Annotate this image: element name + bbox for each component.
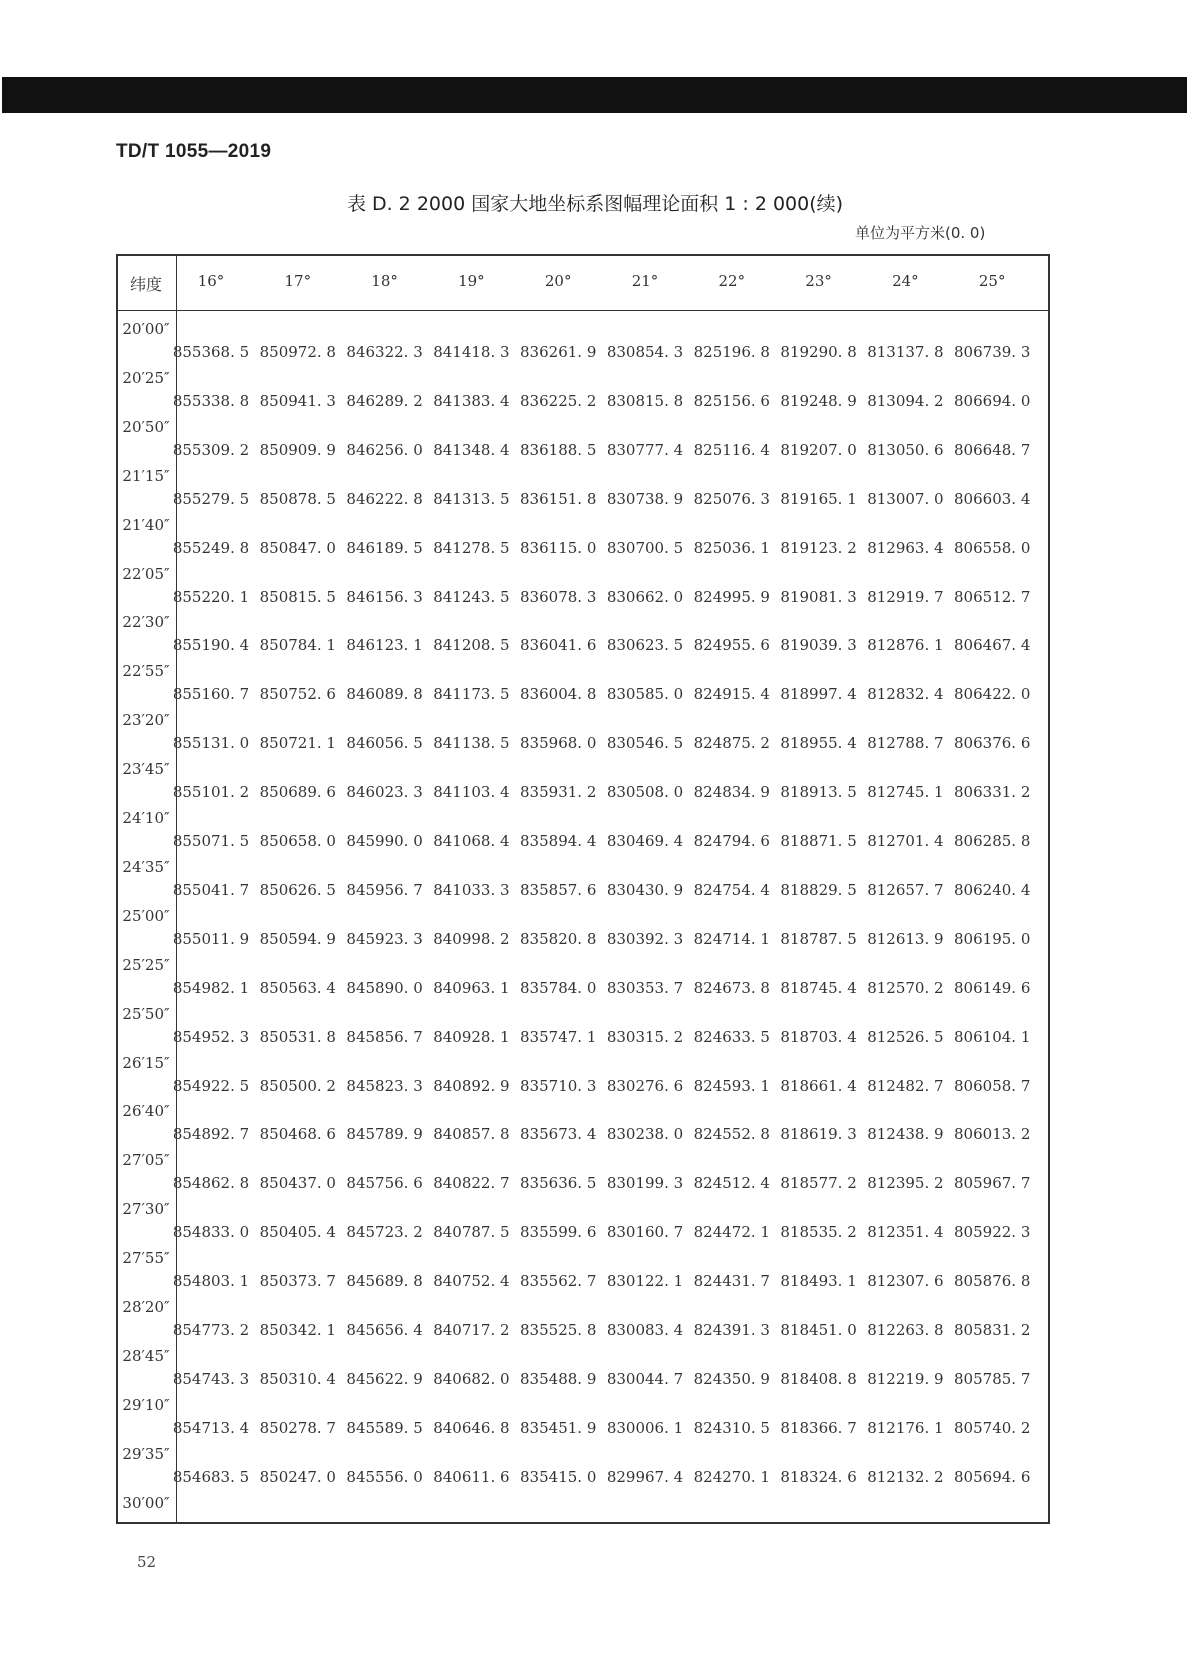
- table-cell: 825076. 3: [693, 489, 770, 508]
- table-cell: 824512. 4: [693, 1174, 770, 1193]
- table-cell: 812788. 7: [867, 734, 944, 753]
- table-cell: 845890. 0: [346, 978, 423, 997]
- table-cell: 835636. 5: [520, 1174, 597, 1193]
- table-cell: 806558. 0: [954, 538, 1031, 557]
- table-cell: 840752. 4: [433, 1272, 510, 1291]
- table-cell: 813094. 2: [867, 391, 944, 410]
- table-cell: 854713. 4: [172, 1418, 250, 1437]
- table-cell: 855368. 5: [172, 343, 250, 361]
- table-cell: 850247. 0: [259, 1467, 336, 1486]
- table-cell: 835931. 2: [520, 783, 597, 802]
- latitude-label: 29′35″: [122, 1444, 170, 1463]
- table-cell: 845622. 9: [346, 1369, 423, 1388]
- table-cell: 824391. 3: [693, 1321, 770, 1339]
- table-cell: 812219. 9: [867, 1369, 944, 1388]
- table-cell: 830083. 4: [606, 1321, 684, 1339]
- table-cell: 806331. 2: [954, 783, 1031, 802]
- table-cell: 812395. 2: [867, 1174, 944, 1193]
- table-cell: 824834. 9: [693, 783, 770, 802]
- table-cell: 850373. 7: [259, 1272, 336, 1291]
- table-cell: 824754. 4: [693, 880, 770, 899]
- table-cell: 824593. 1: [693, 1076, 770, 1095]
- table-cell: 850784. 1: [259, 636, 336, 655]
- table-cell: 836004. 8: [520, 685, 597, 704]
- table-cell: 840928. 1: [433, 1027, 510, 1046]
- table-cell: 818829. 5: [780, 880, 857, 899]
- table-cell: 855279. 5: [172, 489, 250, 508]
- table-cell: 819081. 3: [780, 587, 857, 606]
- table-cell: 818997. 4: [780, 685, 857, 704]
- table-cell: 845956. 7: [346, 880, 423, 899]
- table-cell: 812351. 4: [867, 1223, 944, 1242]
- table-cell: 818913. 5: [780, 783, 857, 802]
- table-cell: 812832. 4: [867, 685, 944, 704]
- table-cell: 846222. 8: [346, 489, 423, 508]
- table-cell: 818408. 8: [780, 1369, 857, 1388]
- latitude-label: 29′10″: [122, 1395, 170, 1414]
- table-cell: 835673. 4: [520, 1125, 597, 1144]
- table-cell: 818577. 2: [780, 1174, 857, 1193]
- latitude-label: 25′25″: [122, 955, 170, 974]
- table-cell: 846322. 3: [346, 343, 423, 361]
- table-cell: 850626. 5: [259, 880, 336, 899]
- unit-note: 单位为平方米(0. 0): [855, 224, 986, 242]
- table-cell: 850405. 4: [259, 1223, 336, 1242]
- table-cell: 850278. 7: [259, 1418, 336, 1437]
- table-cell: 845923. 3: [346, 929, 423, 948]
- table-cell: 806104. 1: [954, 1027, 1031, 1046]
- table-cell: 854892. 7: [172, 1125, 250, 1144]
- table-cell: 835894. 4: [520, 832, 597, 850]
- table-cell: 854922. 5: [172, 1076, 250, 1095]
- table-cell: 841208. 5: [433, 636, 510, 655]
- table-cell: 840857. 8: [433, 1125, 510, 1144]
- table-cell: 830662. 0: [606, 587, 684, 606]
- latitude-label: 28′45″: [122, 1346, 170, 1365]
- table-cell: 806603. 4: [954, 489, 1031, 508]
- table-cell: 806694. 0: [954, 391, 1031, 410]
- table-cell: 824270. 1: [693, 1467, 770, 1486]
- table-cell: 846256. 0: [346, 440, 423, 459]
- latitude-label: 20′25″: [122, 368, 170, 387]
- table-cell: 819165. 1: [780, 489, 857, 508]
- table-cell: 805785. 7: [954, 1369, 1031, 1388]
- table-cell: 824552. 8: [693, 1125, 770, 1144]
- table-cell: 830199. 3: [606, 1174, 684, 1193]
- table-cell: 818955. 4: [780, 734, 857, 753]
- table-cell: 830546. 5: [606, 734, 684, 753]
- table-cell: 813137. 8: [867, 343, 944, 361]
- table-cell: 846156. 3: [346, 587, 423, 606]
- table-cell: 840892. 9: [433, 1076, 510, 1095]
- table-cell: 830122. 1: [606, 1272, 684, 1291]
- table-cell: 836261. 9: [520, 343, 597, 361]
- latitude-label: 27′55″: [122, 1249, 170, 1268]
- table-cell: 824714. 1: [693, 929, 770, 948]
- table-cell: 818366. 7: [780, 1418, 857, 1437]
- table-cell: 805740. 2: [954, 1418, 1031, 1437]
- table-cell: 840787. 5: [433, 1223, 510, 1242]
- table-cell: 824472. 1: [693, 1223, 770, 1242]
- table-cell: 805922. 3: [954, 1223, 1031, 1242]
- table-cell: 855101. 2: [172, 783, 250, 802]
- table-cell: 812745. 1: [867, 783, 944, 802]
- table-cell: 818787. 5: [780, 929, 857, 948]
- table-cell: 806240. 4: [954, 880, 1031, 899]
- table-cell: 830738. 9: [606, 489, 684, 508]
- latitude-label: 24′35″: [122, 857, 170, 876]
- table-cell: 829967. 4: [606, 1467, 684, 1486]
- table-cell: 850815. 5: [259, 587, 336, 606]
- longitude-header: 25°: [978, 272, 1006, 290]
- table-cell: 855041. 7: [172, 880, 250, 899]
- table-cell: 836188. 5: [520, 440, 597, 459]
- latitude-label: 24′10″: [122, 809, 170, 827]
- table-cell: 813007. 0: [867, 489, 944, 508]
- latitude-label: 27′30″: [122, 1200, 170, 1219]
- table-cell: 845723. 2: [346, 1223, 423, 1242]
- table-cell: 806195. 0: [954, 929, 1031, 948]
- latitude-label: 20′00″: [122, 320, 170, 338]
- table-cell: 850878. 5: [259, 489, 336, 508]
- table-cell: 845689. 8: [346, 1272, 423, 1291]
- longitude-header: 18°: [371, 272, 398, 290]
- table-cell: 850531. 8: [259, 1027, 336, 1046]
- latitude-header: 纬度: [129, 275, 162, 294]
- table-cell: 840998. 2: [433, 929, 510, 948]
- table-cell: 855249. 8: [172, 538, 250, 557]
- table-cell: 812482. 7: [867, 1076, 944, 1095]
- table-cell: 850909. 9: [259, 440, 336, 459]
- table-cell: 835415. 0: [520, 1467, 597, 1486]
- table-cell: 850594. 9: [259, 929, 336, 948]
- table-cell: 835710. 3: [520, 1076, 597, 1095]
- table-cell: 845656. 4: [346, 1321, 423, 1339]
- table-cell: 850468. 6: [259, 1125, 336, 1144]
- table-cell: 824431. 7: [693, 1272, 770, 1291]
- longitude-header: 17°: [284, 272, 312, 290]
- table-cell: 854862. 8: [172, 1174, 250, 1193]
- table-cell: 818451. 0: [780, 1321, 857, 1339]
- table-cell: 835562. 7: [520, 1272, 597, 1291]
- table-cell: 846023. 3: [346, 783, 423, 802]
- table-cell: 841313. 5: [433, 489, 510, 508]
- table-title: 表 D. 2 2000 国家大地坐标系图幅理论面积 1 : 2 000(续): [346, 193, 844, 215]
- table-cell: 846123. 1: [346, 636, 423, 655]
- table-cell: 824915. 4: [693, 685, 770, 704]
- table-cell: 819207. 0: [780, 440, 857, 459]
- table-cell: 854833. 0: [172, 1223, 250, 1242]
- table-cell: 825196. 8: [693, 343, 770, 361]
- table-cell: 824794. 6: [693, 832, 770, 850]
- table-cell: 825116. 4: [693, 440, 770, 459]
- table-cell: 819123. 2: [780, 538, 857, 557]
- table-cell: 840822. 7: [433, 1174, 510, 1193]
- table-cell: 813050. 6: [867, 440, 944, 459]
- table-cell: 841243. 5: [433, 587, 510, 606]
- table-cell: 836151. 8: [520, 489, 597, 508]
- table-cell: 854773. 2: [172, 1321, 250, 1339]
- table-cell: 818619. 3: [780, 1125, 857, 1144]
- table-cell: 835820. 8: [520, 929, 597, 948]
- table-cell: 836225. 2: [520, 391, 597, 410]
- table-cell: 830392. 3: [606, 929, 684, 948]
- table-cell: 841173. 5: [433, 685, 510, 704]
- table-cell: 835784. 0: [520, 978, 597, 997]
- table-cell: 818871. 5: [780, 832, 857, 850]
- table-cell: 812876. 1: [867, 636, 944, 655]
- table-cell: 850658. 0: [259, 832, 336, 850]
- table-cell: 835857. 6: [520, 880, 597, 899]
- latitude-label: 22′30″: [122, 613, 170, 632]
- table-cell: 818535. 2: [780, 1223, 857, 1242]
- latitude-label: 22′55″: [122, 662, 170, 681]
- table-cell: 840646. 8: [433, 1418, 510, 1437]
- table-cell: 850941. 3: [259, 391, 336, 410]
- table-cell: 854683. 5: [172, 1467, 250, 1486]
- table-cell: 806422. 0: [954, 685, 1031, 704]
- longitude-header: 23°: [805, 272, 832, 290]
- table-cell: 830777. 4: [606, 440, 684, 459]
- table-cell: 841383. 4: [433, 391, 510, 410]
- latitude-label: 22′05″: [122, 564, 170, 583]
- table-cell: 835488. 9: [520, 1369, 597, 1388]
- table-cell: 840611. 6: [433, 1467, 510, 1486]
- table-cell: 812570. 2: [867, 978, 944, 997]
- latitude-label: 23′45″: [122, 760, 170, 779]
- table-cell: 830469. 4: [606, 832, 684, 850]
- header-band: [2, 77, 1187, 113]
- table-cell: 850342. 1: [259, 1321, 336, 1339]
- latitude-label: 30′00″: [122, 1493, 170, 1512]
- latitude-label: 26′15″: [122, 1053, 170, 1072]
- table-cell: 845990. 0: [346, 832, 423, 850]
- table-cell: 818661. 4: [780, 1076, 857, 1095]
- table-cell: 850563. 4: [259, 978, 336, 997]
- latitude-label: 23′20″: [122, 711, 170, 730]
- table-cell: 850721. 1: [259, 734, 336, 753]
- table-cell: 805831. 2: [954, 1321, 1031, 1339]
- longitude-header: 24°: [892, 272, 919, 290]
- table-cell: 812657. 7: [867, 880, 944, 899]
- table-cell: 830315. 2: [606, 1027, 684, 1046]
- table-cell: 818703. 4: [780, 1027, 857, 1046]
- table-cell: 846056. 5: [346, 734, 423, 753]
- table-cell: 855011. 9: [172, 929, 250, 948]
- table-cell: 841278. 5: [433, 538, 510, 557]
- latitude-label: 21′40″: [122, 515, 170, 534]
- table-cell: 806149. 6: [954, 978, 1031, 997]
- table-cell: 824310. 5: [693, 1418, 770, 1437]
- table-cell: 830276. 6: [606, 1076, 684, 1095]
- table-cell: 830044. 7: [606, 1369, 684, 1388]
- table-cell: 812176. 1: [867, 1418, 944, 1437]
- table-cell: 825036. 1: [693, 538, 770, 557]
- table-cell: 824633. 5: [693, 1027, 770, 1046]
- table-cell: 855131. 0: [172, 734, 250, 753]
- table-cell: 806467. 4: [954, 636, 1031, 655]
- table-cell: 830623. 5: [606, 636, 684, 655]
- table-cell: 819248. 9: [780, 391, 857, 410]
- latitude-label: 28′20″: [122, 1298, 170, 1316]
- table-cell: 845756. 6: [346, 1174, 423, 1193]
- latitude-label: 25′50″: [122, 1004, 170, 1023]
- table-cell: 841418. 3: [433, 343, 510, 361]
- table-cell: 850689. 6: [259, 783, 336, 802]
- table-cell: 854743. 3: [172, 1369, 250, 1388]
- table-cell: 850972. 8: [259, 343, 336, 361]
- table-cell: 812526. 5: [867, 1027, 944, 1046]
- table-cell: 830430. 9: [606, 880, 684, 899]
- table-cell: 840717. 2: [433, 1321, 510, 1339]
- latitude-label: 27′05″: [122, 1151, 170, 1170]
- table-cell: 855220. 1: [172, 587, 250, 606]
- table-cell: 812307. 6: [867, 1272, 944, 1291]
- table-cell: 840963. 1: [433, 978, 510, 997]
- table-cell: 840682. 0: [433, 1369, 510, 1388]
- page-number: 52: [137, 1553, 157, 1571]
- table-cell: 812132. 2: [867, 1467, 944, 1486]
- table-cell: 806376. 6: [954, 734, 1031, 753]
- table-cell: 846289. 2: [346, 391, 423, 410]
- latitude-label: 21′15″: [122, 466, 170, 485]
- table-cell: 818324. 6: [780, 1467, 857, 1486]
- table-cell: 830815. 8: [606, 391, 684, 410]
- table-cell: 855338. 8: [172, 391, 250, 410]
- table-cell: 805876. 8: [954, 1272, 1031, 1291]
- table-cell: 806512. 7: [954, 587, 1031, 606]
- table-cell: 812263. 8: [867, 1321, 944, 1339]
- table-cell: 846189. 5: [346, 538, 423, 557]
- table-cell: 855160. 7: [172, 685, 250, 704]
- table-cell: 846089. 8: [346, 685, 423, 704]
- table-cell: 855190. 4: [172, 636, 250, 655]
- latitude-label: 25′00″: [122, 906, 170, 925]
- table-cell: 812963. 4: [867, 538, 944, 557]
- table-cell: 806648. 7: [954, 440, 1031, 459]
- table-cell: 841348. 4: [433, 440, 510, 459]
- longitude-header: 22°: [718, 272, 746, 290]
- table-cell: 835525. 8: [520, 1321, 597, 1339]
- table-cell: 835451. 9: [520, 1418, 597, 1437]
- table-cell: 830700. 5: [606, 538, 684, 557]
- table-cell: 812919. 7: [867, 587, 944, 606]
- table-cell: 812438. 9: [867, 1125, 944, 1144]
- table-cell: 855071. 5: [172, 832, 250, 850]
- table-cell: 805967. 7: [954, 1174, 1031, 1193]
- table-cell: 850500. 2: [259, 1076, 336, 1095]
- table-cell: 812701. 4: [867, 832, 944, 850]
- table-cell: 835968. 0: [520, 734, 597, 753]
- table-cell: 850752. 6: [259, 685, 336, 704]
- table-cell: 850847. 0: [259, 538, 336, 557]
- table-cell: 830160. 7: [606, 1223, 684, 1242]
- table-cell: 835747. 1: [520, 1027, 597, 1046]
- table-cell: 855309. 2: [172, 440, 250, 459]
- table-cell: 824673. 8: [693, 978, 770, 997]
- table-cell: 819290. 8: [780, 343, 857, 361]
- table-cell: 830353. 7: [606, 978, 684, 997]
- latitude-label: 26′40″: [122, 1102, 170, 1121]
- table-cell: 854803. 1: [172, 1272, 250, 1291]
- table-cell: 850310. 4: [259, 1369, 336, 1388]
- table-cell: 805694. 6: [954, 1467, 1031, 1486]
- longitude-header: 20°: [544, 272, 572, 290]
- table-cell: 841033. 3: [433, 880, 510, 899]
- table-cell: 841068. 4: [433, 832, 510, 850]
- table-cell: 824955. 6: [693, 636, 770, 655]
- longitude-header: 21°: [631, 272, 659, 290]
- table-cell: 819039. 3: [780, 636, 857, 655]
- table-cell: 845556. 0: [346, 1467, 423, 1486]
- table-cell: 806058. 7: [954, 1076, 1031, 1095]
- table-cell: 836115. 0: [520, 538, 597, 557]
- longitude-header: 19°: [458, 272, 485, 290]
- table-cell: 845789. 9: [346, 1125, 423, 1144]
- table-cell: 830508. 0: [606, 783, 684, 802]
- table-cell: 845823. 3: [346, 1076, 423, 1095]
- table-cell: 850437. 0: [259, 1174, 336, 1193]
- table-cell: 845589. 5: [346, 1418, 423, 1437]
- table-cell: 806285. 8: [954, 832, 1031, 850]
- table-cell: 836041. 6: [520, 636, 597, 655]
- table-cell: 830854. 3: [606, 343, 684, 361]
- table-cell: 806739. 3: [954, 343, 1031, 361]
- table-cell: 824875. 2: [693, 734, 770, 753]
- document-code: TD/T 1055—2019: [116, 141, 272, 162]
- table-cell: 806013. 2: [954, 1125, 1031, 1144]
- table-cell: 841138. 5: [433, 734, 510, 753]
- table-cell: 836078. 3: [520, 587, 597, 606]
- longitude-header: 16°: [197, 272, 225, 290]
- table-cell: 818745. 4: [780, 978, 857, 997]
- table-cell: 845856. 7: [346, 1027, 423, 1046]
- table-cell: 854982. 1: [172, 978, 250, 997]
- table-cell: 830585. 0: [606, 685, 684, 704]
- table-cell: 830006. 1: [606, 1418, 684, 1437]
- table-cell: 841103. 4: [433, 783, 510, 802]
- table-cell: 835599. 6: [520, 1223, 597, 1242]
- table-cell: 830238. 0: [606, 1125, 684, 1144]
- latitude-label: 20′50″: [122, 417, 170, 436]
- table-cell: 818493. 1: [780, 1272, 857, 1291]
- table-cell: 824995. 9: [693, 587, 770, 606]
- table-cell: 812613. 9: [867, 929, 944, 948]
- table-cell: 824350. 9: [693, 1369, 770, 1388]
- table-cell: 854952. 3: [172, 1027, 250, 1046]
- table-cell: 825156. 6: [693, 391, 770, 410]
- table-header-rule: [116, 310, 1050, 311]
